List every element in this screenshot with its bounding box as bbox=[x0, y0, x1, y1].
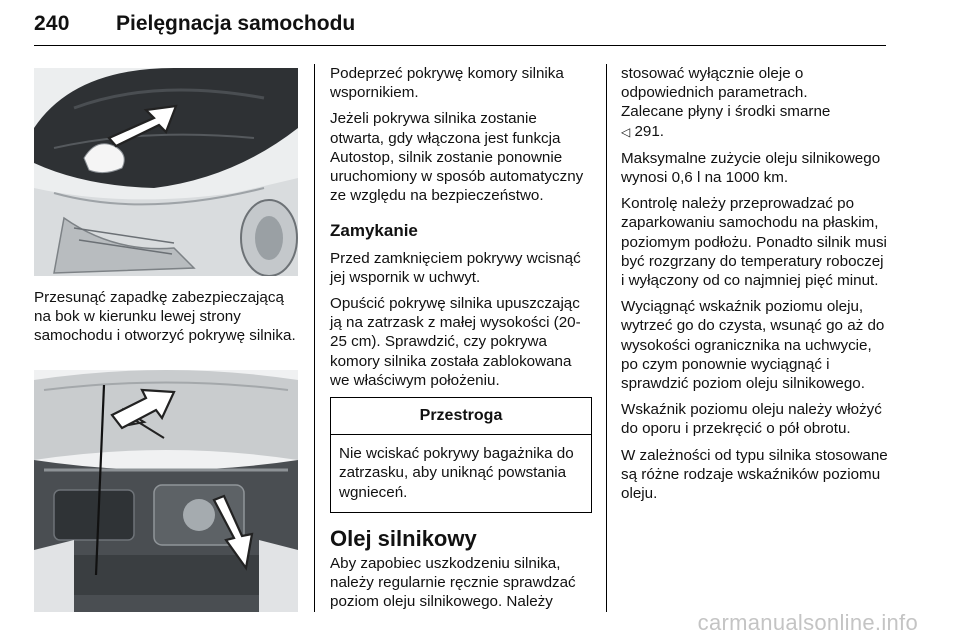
paragraph: Przed zamknięciem pokrywy wcisnąć jej wspornik w uchwyt. bbox=[330, 249, 581, 286]
warning-title: Przestroga bbox=[331, 398, 591, 435]
paragraph: Aby zapobiec uszkodzeniu silnika, należy regularnie ręcznie sprawdzać poziom oleju silnikowego. Należy bbox=[330, 555, 576, 611]
page-title: Pielęgnacja samochodu bbox=[116, 12, 356, 35]
page-number: 240 bbox=[34, 12, 70, 35]
section-heading-zamykanie: Zamykanie bbox=[330, 221, 418, 241]
paragraph bbox=[621, 64, 891, 142]
paragraph: Wyciągnąć wskaźnik poziomu oleju, wytrzeć go do czysta, wsunąć go aż do wysokości ogranicznika na uchwycie, po czym ponownie wyciągnąć i sprawdzić poziom oleju silnikowego. bbox=[621, 298, 885, 393]
column-divider-1 bbox=[314, 64, 315, 612]
paragraph: Podeprzeć pokrywę komory silnika wspornikiem. bbox=[330, 65, 564, 102]
page-header bbox=[34, 6, 886, 44]
hood-open-arrow-photo bbox=[34, 68, 298, 276]
cross-reference-text: Zalecane płyny i środki smarne bbox=[621, 103, 831, 121]
paragraph: W zależności od typu silnika stosowane są różne rodzaje wskaźników poziomu oleju. bbox=[621, 446, 888, 503]
page-reference: 291. bbox=[634, 122, 665, 140]
paragraph: Maksymalne zużycie oleju silnikowego wynosi 0,6 l na 1000 km. bbox=[621, 149, 881, 187]
warning-box bbox=[330, 397, 592, 513]
watermark: carmanualsonline.info bbox=[697, 610, 918, 635]
header-rule bbox=[34, 45, 886, 46]
paragraph-text: stosować wyłącznie oleje o odpowiednich parametrach. bbox=[621, 65, 808, 102]
paragraph: Opuścić pokrywę silnika upuszczając ją na zatrzask z małej wysokości (20-25 cm). Sprawdzić, czy pokrywa komory silnika została zablokowana we właściwym położeniu. bbox=[330, 295, 581, 389]
paragraph: Wskaźnik poziomu oleju należy włożyć do oporu i przekręcić o pół obrotu. bbox=[621, 401, 882, 438]
column-1 bbox=[34, 288, 298, 353]
section-title-olej-silnikowy: Olej silnikowy bbox=[330, 525, 477, 551]
page-reference-icon: ◁ bbox=[621, 124, 631, 139]
hood-release-caption: Przesunąć zapadkę zabezpieczającą na bok w kierunku lewej strony samochodu i otworzyć pokrywę silnika. bbox=[34, 289, 296, 345]
warning-text: Nie wciskać pokrywy bagażnika do zatrzasku, aby uniknąć powstania wgnieceń. bbox=[339, 445, 574, 501]
column-2 bbox=[330, 64, 592, 619]
column-divider-2 bbox=[606, 64, 607, 612]
paragraph: Kontrolę należy przeprowadzać po zaparkowaniu samochodu na płaskim, poziomym podłożu. Ponadto silnik musi być rozgrzany do temperatury roboczej i wyłączony od co najmniej pięć minut. bbox=[621, 195, 887, 290]
engine-bay-support-rod-photo bbox=[34, 370, 298, 612]
column-3 bbox=[621, 64, 891, 510]
paragraph: Jeżeli pokrywa silnika zostanie otwarta, gdy włączona jest funkcja Autostop, silnik zostanie ponownie uruchomiony w sposób automatyczny ze względu na bezpieczeństwo. bbox=[330, 110, 584, 205]
